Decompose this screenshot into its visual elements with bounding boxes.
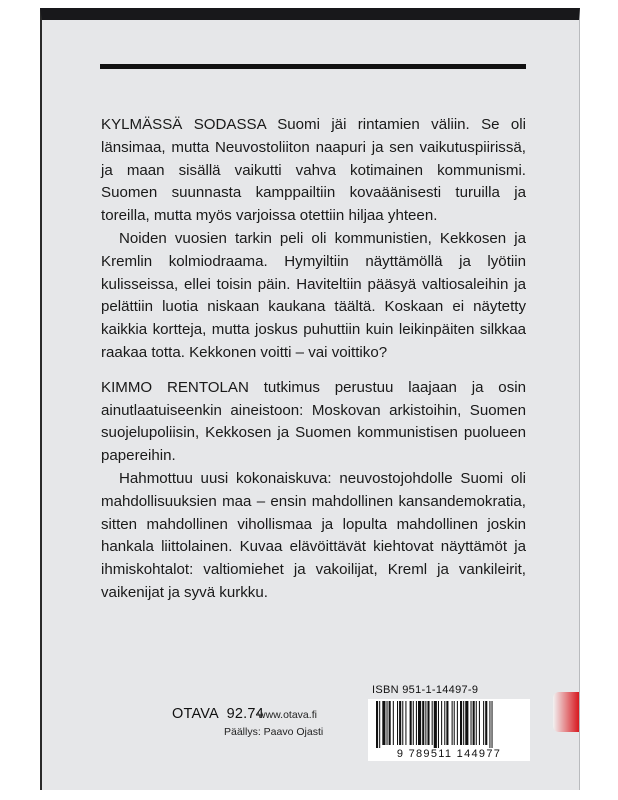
paragraph-2 (101, 228, 526, 365)
paragraph-1 (101, 114, 526, 228)
paragraph-4-text: Hahmottuu uusi kokonaiskuva: neuvostojohdolle Suomi oli mahdollisuuksien maa – ensin mahdollinen kansandemokratia, sitten mahdollinen vihollismaa ja lopulta mahdollinen joskin hankala liittolainen. Kuvaa elävöittävät kiehtovat näyttämöt ja ihmiskohtalot: valtiomiehet ja vakoilijat, Kreml ja vankileirit, vaikenijat ja syvä kurkku. (101, 469, 526, 601)
blurb-text (101, 114, 526, 605)
paragraph-1-text: Suomi jäi rintamien väliin. Se oli länsimaa, mutta Neuvostoliiton naapuri ja sen vaikutuspiirissä, ja maan sisällä vaikutti vahva kotimainen kommunismi. Suomen suunnasta kamppailtiin kovaäänisesti turuilla ja toreilla, mutta myös varjoissa otettiin hiljaa yhteen. (101, 116, 526, 225)
red-ribbon-tab (553, 692, 579, 732)
cover-design-credit: Päällys: Paavo Ojasti (224, 726, 324, 738)
top-rule (100, 64, 526, 69)
paragraph-3-lead: KIMMO RENTOLAN (101, 378, 249, 396)
publisher-code: OTAVA 92.74 (172, 706, 264, 722)
paragraph-4 (101, 468, 526, 605)
paragraph-3-text: tutkimus perustuu laajaan ja osin ainutlaatuiseenkin aineistoon: Moskovan arkistoihin, Suomen suojelupoliisin, Kekkosen ja Suomen kommunistisen puolueen papereihin. (101, 378, 526, 465)
paragraph-3 (101, 377, 526, 468)
barcode-number: 9 789511 144977 (368, 748, 530, 760)
isbn-label: ISBN 951-1-14497-9 (372, 684, 479, 696)
publisher-website: www.otava.fi (258, 709, 317, 721)
barcode-bars (368, 699, 530, 749)
paragraph-1-lead: KYLMÄSSÄ SODASSA (101, 116, 266, 133)
paragraph-2-text: Noiden vuosien tarkin peli oli kommunistien, Kekkosen ja Kremlin kolmiodraama. Hymyiltiin näyttämöllä ja lyötiin kulisseissa, ellei toisin päin. Haviteltiin pääsyä valtiosaleihin ja pelättiin luotia niskaan kaukana täältä. Koskaan ei näytetty kaikkia kortteja, mutta joskus puhuttiin kuin leikinpäiten silkkaa raakaa totta. Kekkonen voitti – vai voittiko? (101, 229, 526, 361)
